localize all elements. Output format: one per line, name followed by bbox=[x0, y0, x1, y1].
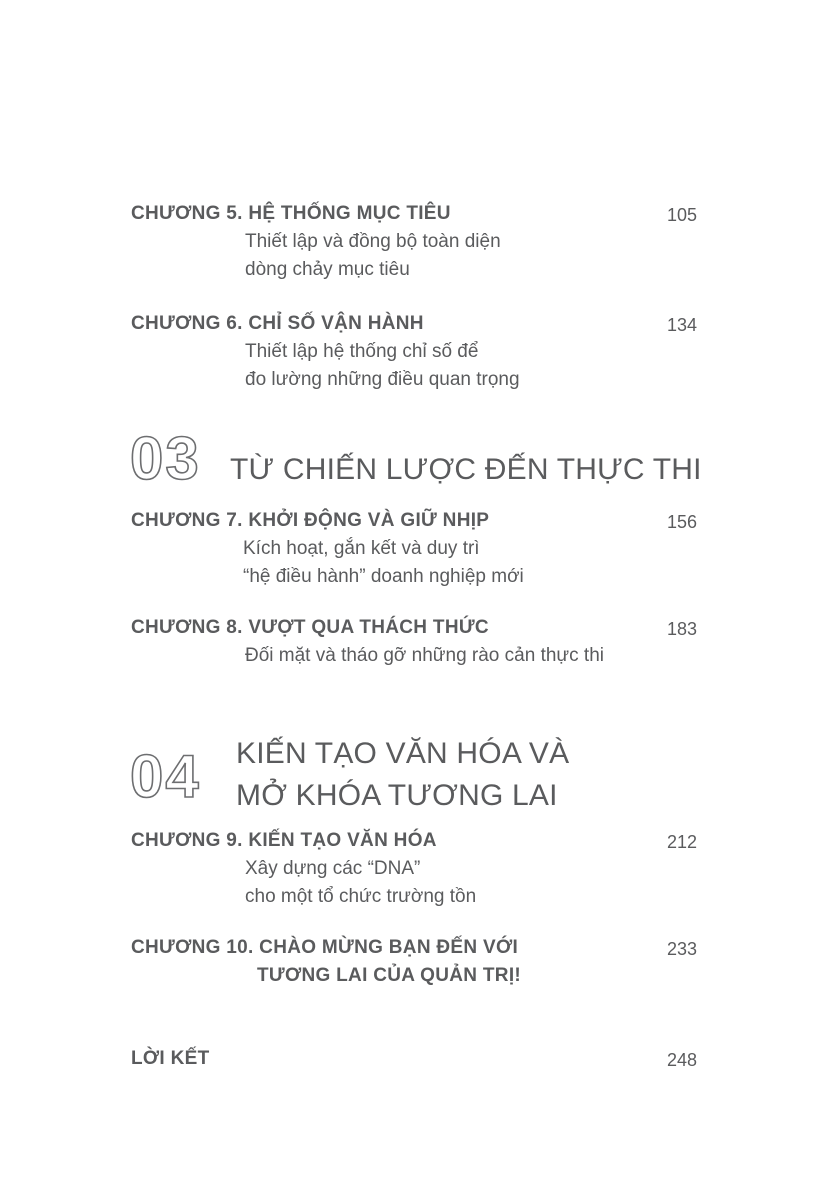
epilogue-title[interactable]: LỜI KẾT bbox=[131, 1048, 210, 1069]
chapter-6-subtitle-line1: Thiết lập hệ thống chỉ số để bbox=[245, 341, 479, 362]
chapter-9-title[interactable]: CHƯƠNG 9. KIẾN TẠO VĂN HÓA bbox=[131, 830, 437, 851]
chapter-5-page: 105 bbox=[666, 205, 697, 225]
chapter-6-title[interactable]: CHƯƠNG 6. CHỈ SỐ VẬN HÀNH bbox=[131, 313, 424, 334]
chapter-7-subtitle-line2: “hệ điều hành” doanh nghiệp mới bbox=[243, 566, 524, 587]
chapter-7-title[interactable]: CHƯƠNG 7. KHỞI ĐỘNG VÀ GIỮ NHỊP bbox=[131, 510, 490, 531]
chapter-8-subtitle-line1: Đối mặt và tháo gỡ những rào cản thực thi bbox=[245, 645, 604, 666]
chapter-10-title-line2[interactable]: TƯƠNG LAI CỦA QUẢN TRỊ! bbox=[257, 965, 522, 986]
epilogue-page: 248 bbox=[666, 1050, 697, 1070]
chapter-7-page: 156 bbox=[666, 512, 697, 532]
chapter-9-page: 212 bbox=[666, 832, 697, 852]
chapter-10-title-line1[interactable]: CHƯƠNG 10. CHÀO MỪNG BẠN ĐẾN VỚI bbox=[131, 937, 519, 958]
chapter-9-subtitle-line2: cho một tổ chức trường tồn bbox=[245, 886, 477, 907]
chapter-7-subtitle-line1: Kích hoạt, gắn kết và duy trì bbox=[243, 538, 480, 559]
chapter-5-subtitle-line2: dòng chảy mục tiêu bbox=[245, 259, 410, 280]
part-3-number: 03 bbox=[130, 425, 201, 492]
chapter-8-page: 183 bbox=[666, 619, 697, 639]
part-3-title[interactable]: TỪ CHIẾN LƯỢC ĐẾN THỰC THI bbox=[230, 453, 702, 486]
chapter-6-page: 134 bbox=[666, 315, 697, 335]
part-4-title-line1[interactable]: KIẾN TẠO VĂN HÓA VÀ bbox=[236, 737, 570, 770]
chapter-5-title[interactable]: CHƯƠNG 5. HỆ THỐNG MỤC TIÊU bbox=[131, 203, 451, 224]
part-4-number: 04 bbox=[130, 743, 201, 810]
chapter-9-subtitle-line1: Xây dựng các “DNA” bbox=[245, 858, 421, 879]
part-4-title-line2[interactable]: MỞ KHÓA TƯƠNG LAI bbox=[236, 779, 558, 812]
chapter-10-page: 233 bbox=[666, 939, 697, 959]
chapter-5-subtitle-line1: Thiết lập và đồng bộ toàn diện bbox=[245, 231, 501, 252]
chapter-6-subtitle-line2: đo lường những điều quan trọng bbox=[245, 369, 520, 390]
chapter-8-title[interactable]: CHƯƠNG 8. VƯỢT QUA THÁCH THỨC bbox=[131, 617, 489, 638]
